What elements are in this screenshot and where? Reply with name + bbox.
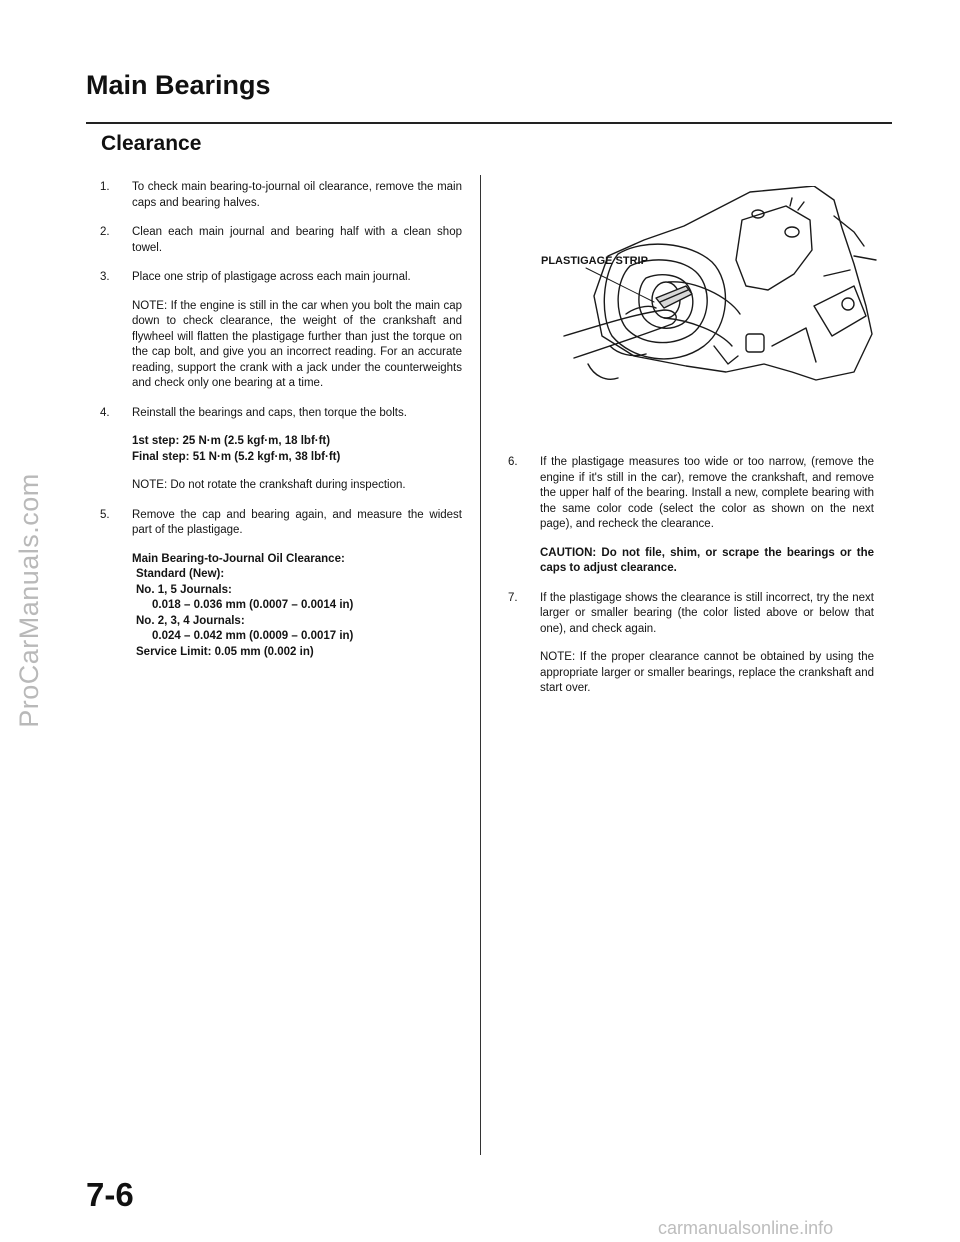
step-number: 5. xyxy=(100,508,110,521)
step-note: NOTE: If the proper clearance cannot be obtained by using the appropriate larger or smaller bearings, replace the crankshaft and start over. xyxy=(540,651,874,694)
spec-journals-2-3-4-value: 0.024 – 0.042 mm (0.0009 – 0.0017 in) xyxy=(152,630,354,642)
step-4 xyxy=(96,406,462,494)
plastigage-figure xyxy=(514,186,880,382)
step-1 xyxy=(96,180,462,211)
right-column xyxy=(504,455,874,711)
step-text: Reinstall the bearings and caps, then torque the bolts. xyxy=(132,406,407,419)
spec-journals-1-5-label: No. 1, 5 Journals: xyxy=(136,583,232,596)
step-6 xyxy=(504,455,874,577)
step-note: NOTE: Do not rotate the crankshaft during inspection. xyxy=(132,479,406,491)
step-5 xyxy=(96,508,462,661)
page-title: Main Bearings xyxy=(86,70,271,100)
step-3 xyxy=(96,270,462,392)
spec-standard: Standard (New): xyxy=(136,568,225,580)
step-note: NOTE: If the engine is still in the car when you bolt the main cap down to check clearance, the weight of the crankshaft and flywheel will flatten the plastigage further than just the torque on the cap bolt, and give you an incorrect reading. For an accurate reading, support the crank with a jack under the counterweights and check only one bearing at a time. xyxy=(132,299,462,389)
step-text: Remove the cap and bearing again, and measure the widest part of the plastigage. xyxy=(132,508,462,536)
step-text: If the plastigage measures too wide or too narrow, (remove the engine if it's still in the car), remove the crankshaft, and remove the upper half of the bearing. Install a new, complete bearing with the same color code (select the color as shown on the next page), and recheck the clearance. xyxy=(540,456,874,530)
page-number: 7-6 xyxy=(86,1176,134,1213)
clearance-spec xyxy=(132,552,462,661)
step-7 xyxy=(504,591,874,697)
title-rule xyxy=(86,122,892,124)
crankshaft-illustration xyxy=(514,186,880,382)
step-text: Clean each main journal and bearing half with a clean shop towel. xyxy=(132,226,462,254)
footer-url: carmanualsonline.info xyxy=(658,1218,834,1238)
spec-service-limit: Service Limit: 0.05 mm (0.002 in) xyxy=(136,645,314,658)
step-number: 6. xyxy=(508,456,518,468)
left-column xyxy=(96,180,462,674)
step-text: Place one strip of plastigage across each main journal. xyxy=(132,271,411,283)
spec-heading: Main Bearing-to-Journal Oil Clearance: xyxy=(132,552,345,565)
torque-final-step: Final step: 51 N·m (5.2 kgf·m, 38 lbf·ft) xyxy=(132,450,341,463)
torque-specs xyxy=(132,434,462,465)
spec-journals-1-5-value: 0.018 – 0.036 mm (0.0007 – 0.0014 in) xyxy=(152,599,354,611)
column-divider xyxy=(480,175,481,1155)
step-2 xyxy=(96,225,462,256)
section-title: Clearance xyxy=(101,132,202,155)
step-number: 4. xyxy=(100,406,110,419)
step-number: 1. xyxy=(100,181,110,193)
step-text: To check main bearing-to-journal oil clearance, remove the main caps and bearing halves. xyxy=(132,181,462,209)
watermark xyxy=(4,220,54,980)
watermark-text: ProCarManuals.com xyxy=(13,472,44,728)
step-number: 7. xyxy=(508,591,518,604)
spec-journals-2-3-4-label: No. 2, 3, 4 Journals: xyxy=(136,614,245,627)
step-text: If the plastigage shows the clearance is still incorrect, try the next larger or smaller bearing (the color listed above or below that one), and check again. xyxy=(540,591,874,635)
figure-label: PLASTIGAGE STRIP xyxy=(541,255,648,267)
step-number: 3. xyxy=(100,271,110,283)
caution-text: CAUTION: Do not file, shim, or scrape the bearings or the caps to adjust clearance. xyxy=(540,546,874,574)
step-number: 2. xyxy=(100,226,110,238)
torque-first-step: 1st step: 25 N·m (2.5 kgf·m, 18 lbf·ft) xyxy=(132,435,331,447)
